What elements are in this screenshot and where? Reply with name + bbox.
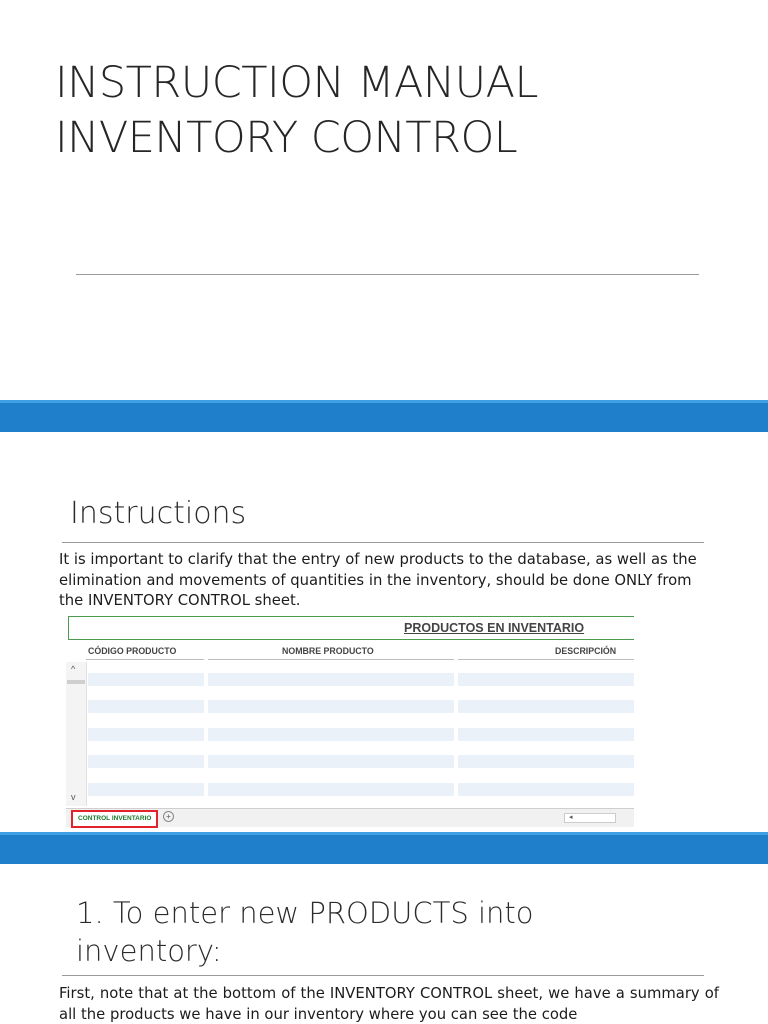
table-row[interactable] [208,673,454,686]
table-row[interactable] [88,673,204,686]
table-row[interactable] [208,700,454,713]
table-row[interactable] [88,755,204,768]
sheet-tab-bar [66,808,634,827]
title-divider [76,274,699,275]
table-row[interactable] [208,783,454,796]
slide-enter-products [0,864,768,1024]
slide-separator-2 [0,832,768,864]
header-underline [86,659,204,660]
enter-products-divider [62,975,704,976]
sheet-title-bar [68,616,634,640]
heading-line-2: inventory: [76,934,222,968]
header-underline [208,659,454,660]
title-line-1: INSTRUCTION MANUAL [55,58,538,108]
slide-title [0,0,768,400]
add-sheet-icon[interactable]: + [163,811,174,822]
table-row[interactable] [88,728,204,741]
header-underline [458,659,634,660]
scroll-down-icon[interactable]: v [71,792,76,802]
table-row[interactable] [208,728,454,741]
table-row[interactable] [458,673,634,686]
vertical-scrollbar[interactable] [66,662,87,806]
scroll-left-icon[interactable]: ◂ [569,814,573,821]
title-line-2: INVENTORY CONTROL [55,113,518,163]
table-row[interactable] [88,700,204,713]
spreadsheet-screenshot [66,616,634,826]
column-header-name[interactable]: NOMBRE PRODUCTO [282,646,374,656]
sheet-title: PRODUCTOS EN INVENTARIO [404,621,585,635]
slide-separator-1 [0,400,768,432]
enter-products-paragraph: First, note that at the bottom of the INVENTORY CONTROL sheet, we have a summary of all the products we have in our inventory where you can see the code [59,985,719,1023]
table-row[interactable] [458,700,634,713]
column-header-code[interactable]: CÓDIGO PRODUCTO [88,646,177,656]
table-row[interactable] [208,755,454,768]
column-header-description[interactable]: DESCRIPCIÓN [555,646,617,656]
instructions-heading: Instructions [70,496,247,531]
table-row[interactable] [458,728,634,741]
instructions-divider [62,542,704,543]
sheet-tab-control-inventario[interactable]: CONTROL INVENTARIO [71,810,158,828]
table-row[interactable] [458,755,634,768]
horizontal-scrollbar[interactable] [564,813,616,823]
slide-title-heading [55,56,538,166]
slide-instructions [0,432,768,832]
scroll-up-icon[interactable]: ^ [71,664,76,674]
instructions-paragraph: It is important to clarify that the entry of new products to the database, as well as the elimination and movements of quantities in the inventory, should be done ONLY from the INVENTORY CONTROL sheet. [59,551,697,609]
scroll-thumb[interactable] [67,680,85,684]
table-row[interactable] [88,783,204,796]
heading-line-1: 1. To enter new PRODUCTS into [76,896,534,930]
table-row[interactable] [458,783,634,796]
enter-products-heading [76,894,534,970]
